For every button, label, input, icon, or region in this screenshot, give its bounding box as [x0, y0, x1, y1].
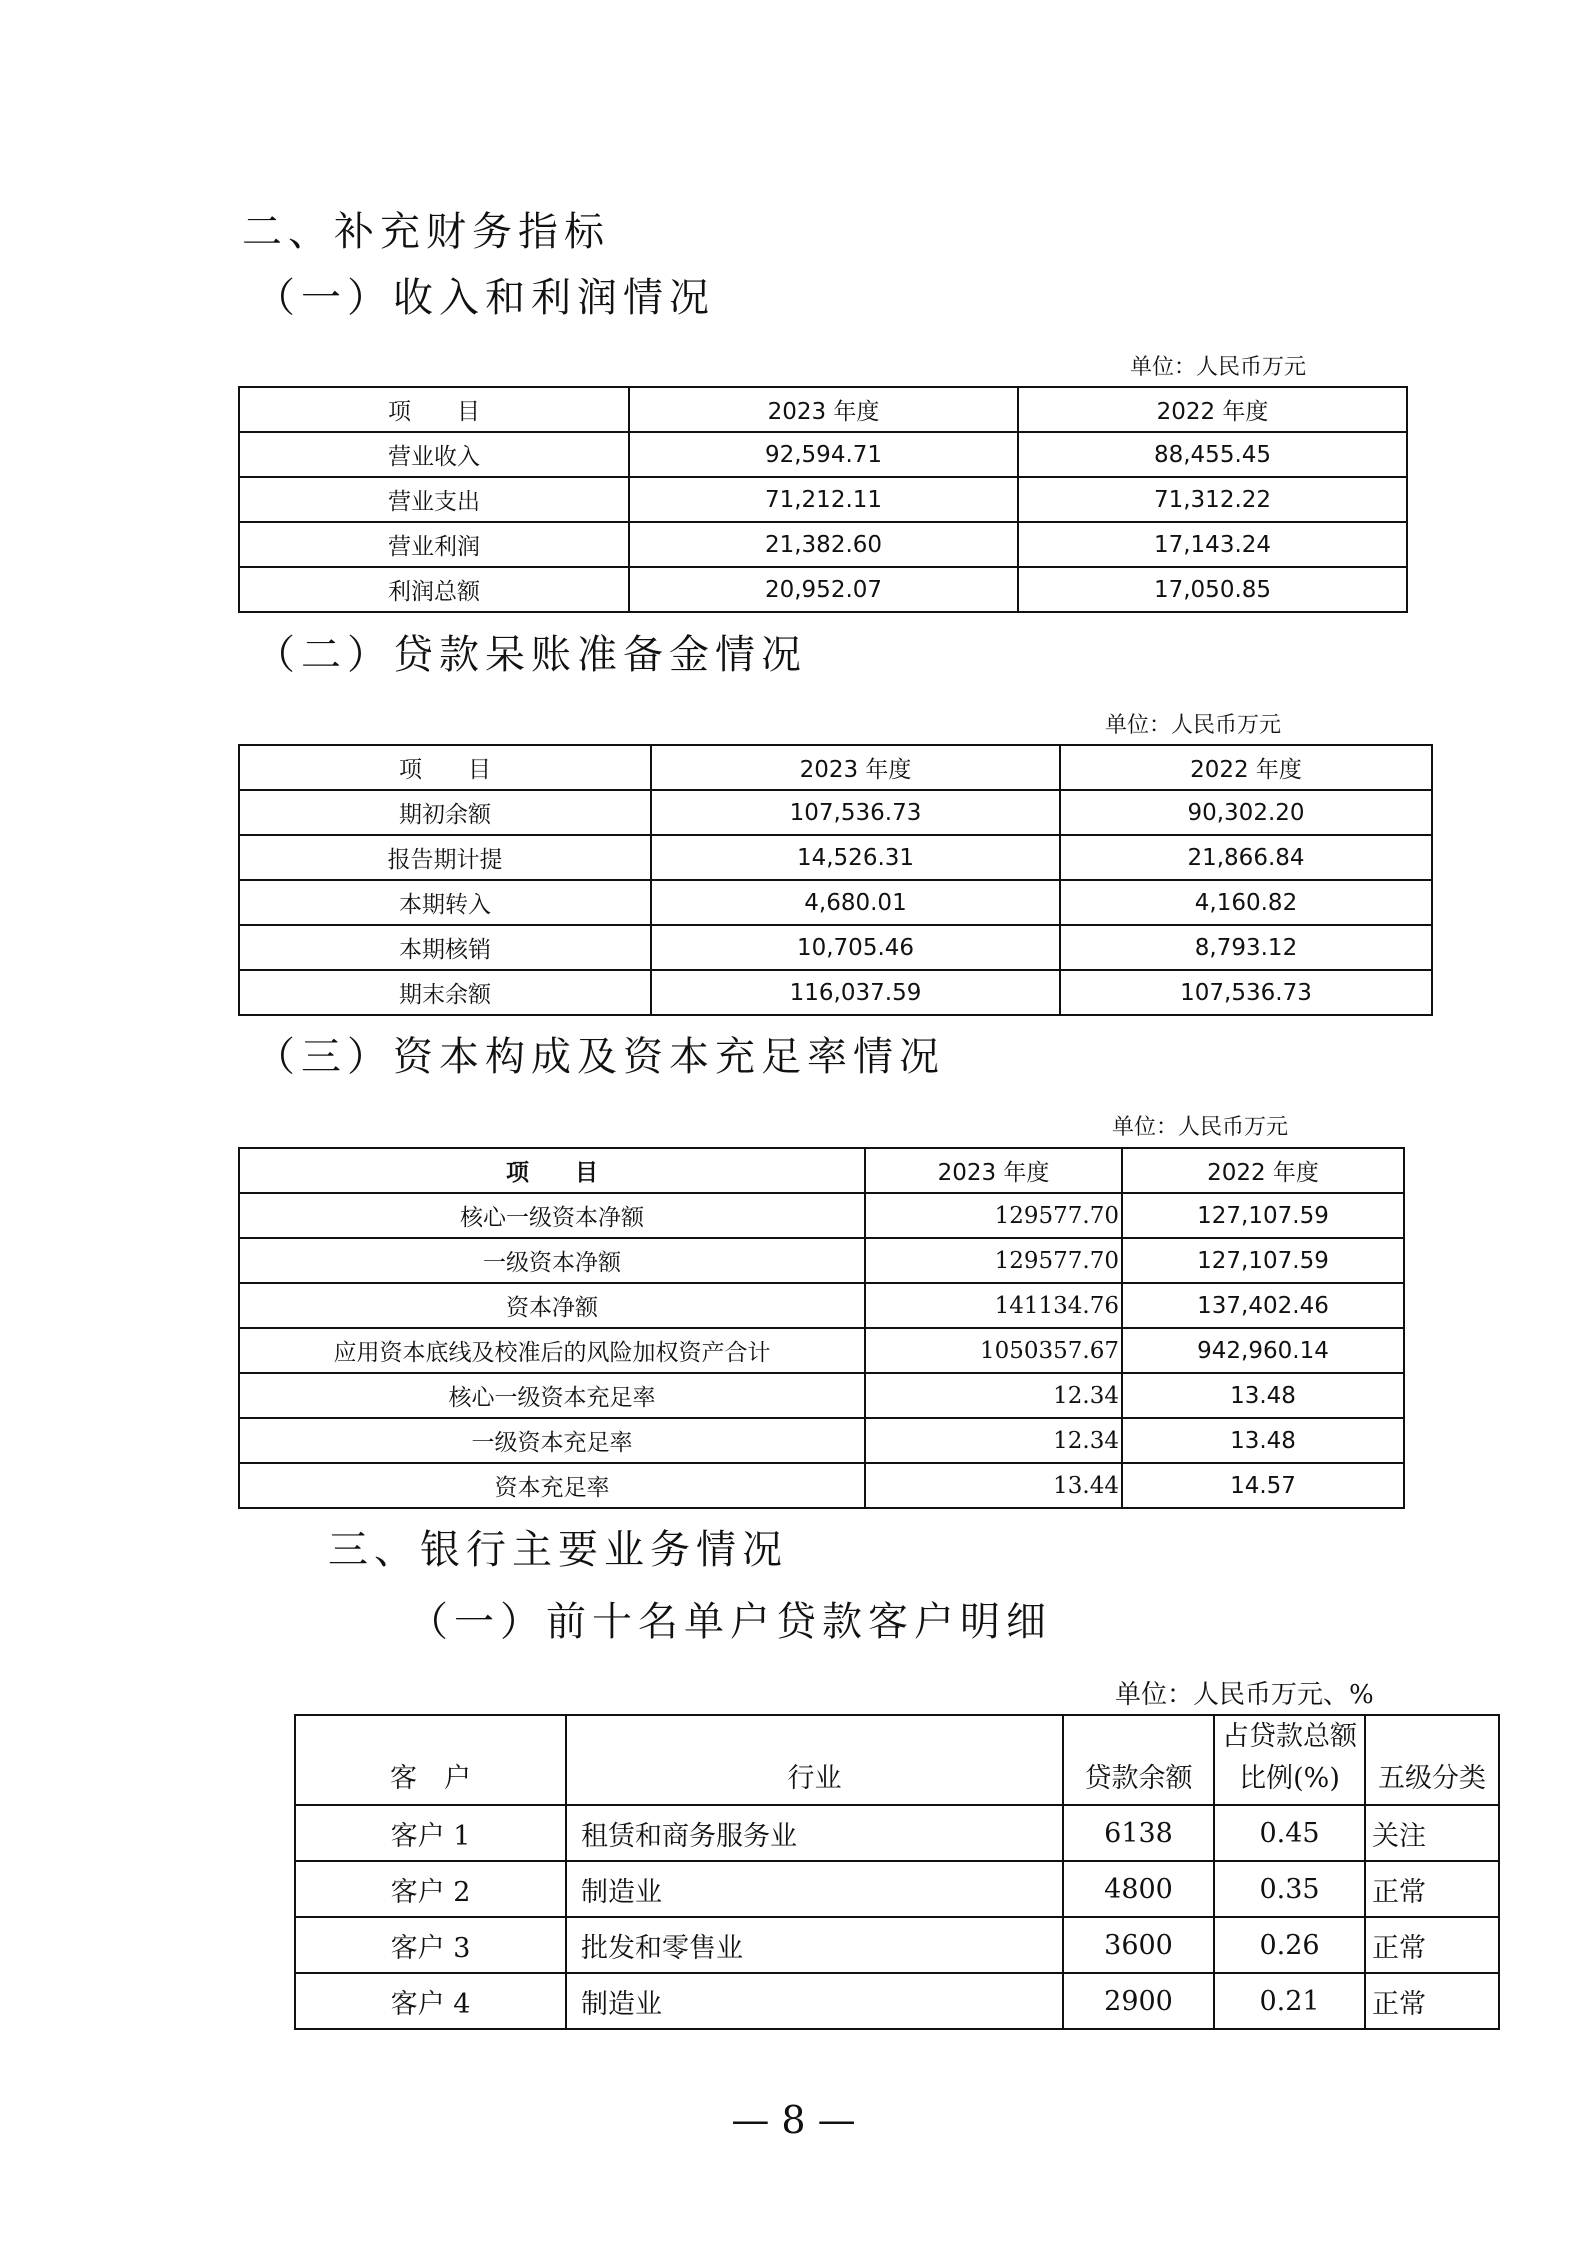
loan-ratio: 0.35 [1214, 1861, 1365, 1917]
header-industry: 行业 [566, 1715, 1063, 1805]
value-2023: 92,594.71 [629, 432, 1018, 477]
industry: 制造业 [566, 1861, 1063, 1917]
header-classification: 五级分类 [1365, 1715, 1499, 1805]
loan-balance: 2900 [1063, 1973, 1214, 2029]
table-header-row [239, 745, 1432, 790]
capital-unit: 单位：人民币万元 [1112, 1115, 1289, 1140]
value-2022: 71,312.22 [1018, 477, 1407, 522]
loan-balance: 4800 [1063, 1861, 1214, 1917]
value-2022: 942,960.14 [1122, 1328, 1404, 1373]
value-2023: 12.34 [865, 1418, 1122, 1463]
table-row [239, 835, 1432, 880]
value-2023: 14,526.31 [651, 835, 1060, 880]
provision-heading: （二）贷款呆账准备金情况 [255, 632, 807, 678]
provision-unit: 单位：人民币万元 [1105, 713, 1282, 738]
classification: 正常 [1365, 1973, 1499, 2029]
row-label: 营业利润 [239, 522, 629, 567]
value-2022: 107,536.73 [1060, 970, 1432, 1015]
header-balance: 贷款余额 [1063, 1715, 1214, 1805]
value-2023: 20,952.07 [629, 567, 1018, 612]
row-label: 一级资本充足率 [239, 1418, 865, 1463]
classification: 正常 [1365, 1917, 1499, 1973]
table-row [239, 970, 1432, 1015]
industry: 制造业 [566, 1973, 1063, 2029]
industry: 租赁和商务服务业 [566, 1805, 1063, 1861]
table-row [295, 1805, 1499, 1861]
value-2023: 71,212.11 [629, 477, 1018, 522]
value-2022: 21,866.84 [1060, 835, 1432, 880]
table-row [239, 477, 1407, 522]
header-customer: 客 户 [295, 1715, 566, 1805]
value-2023: 10,705.46 [651, 925, 1060, 970]
value-2022: 13.48 [1122, 1373, 1404, 1418]
table-row [239, 1193, 1404, 1238]
table-row [239, 1373, 1404, 1418]
table-header-row [239, 1148, 1404, 1193]
row-label: 营业收入 [239, 432, 629, 477]
header-2023: 2023 年度 [629, 387, 1018, 432]
top-customers-table [294, 1714, 1500, 2030]
row-label: 核心一级资本净额 [239, 1193, 865, 1238]
table-row [239, 790, 1432, 835]
row-label: 资本净额 [239, 1283, 865, 1328]
table-row [239, 880, 1432, 925]
income-table [238, 386, 1408, 613]
header-2023: 2023 年度 [865, 1148, 1122, 1193]
industry: 批发和零售业 [566, 1917, 1063, 1973]
header-2022: 2022 年度 [1018, 387, 1407, 432]
loan-ratio: 0.26 [1214, 1917, 1365, 1973]
table-row [239, 925, 1432, 970]
header-ratio: 占贷款总额比例(%) [1214, 1715, 1365, 1805]
value-2022: 127,107.59 [1122, 1193, 1404, 1238]
customer-name: 客户 4 [295, 1973, 566, 2029]
table-row [239, 522, 1407, 567]
value-2023: 12.34 [865, 1373, 1122, 1418]
capital-heading: （三）资本构成及资本充足率情况 [255, 1034, 945, 1080]
header-item: 项 目 [239, 387, 629, 432]
table-row [239, 1328, 1404, 1373]
value-2022: 137,402.46 [1122, 1283, 1404, 1328]
header-item: 项 目 [239, 745, 651, 790]
table-row [239, 567, 1407, 612]
value-2022: 17,143.24 [1018, 522, 1407, 567]
header-2022: 2022 年度 [1122, 1148, 1404, 1193]
value-2022: 127,107.59 [1122, 1238, 1404, 1283]
value-2022: 88,455.45 [1018, 432, 1407, 477]
table-row [295, 1861, 1499, 1917]
value-2022: 90,302.20 [1060, 790, 1432, 835]
value-2023: 13.44 [865, 1463, 1122, 1508]
header-item: 项 目 [239, 1148, 865, 1193]
row-label: 营业支出 [239, 477, 629, 522]
row-label: 利润总额 [239, 567, 629, 612]
customer-name: 客户 3 [295, 1917, 566, 1973]
table-row [239, 1463, 1404, 1508]
row-label: 应用资本底线及校准后的风险加权资产合计 [239, 1328, 865, 1373]
table-row [239, 432, 1407, 477]
row-label: 期初余额 [239, 790, 651, 835]
value-2022: 8,793.12 [1060, 925, 1432, 970]
value-2023: 1050357.67 [865, 1328, 1122, 1373]
row-label: 本期转入 [239, 880, 651, 925]
value-2023: 21,382.60 [629, 522, 1018, 567]
table-header-row [295, 1715, 1499, 1805]
value-2023: 141134.76 [865, 1283, 1122, 1328]
table-row [239, 1283, 1404, 1328]
table-header-row [239, 387, 1407, 432]
page-number: — 8 — [731, 2098, 856, 2142]
classification: 关注 [1365, 1805, 1499, 1861]
income-unit: 单位：人民币万元 [1130, 355, 1307, 380]
top10-heading: （一）前十名单户贷款客户明细 [408, 1599, 1052, 1645]
value-2022: 17,050.85 [1018, 567, 1407, 612]
value-2023: 129577.70 [865, 1193, 1122, 1238]
row-label: 核心一级资本充足率 [239, 1373, 865, 1418]
value-2023: 116,037.59 [651, 970, 1060, 1015]
customer-name: 客户 2 [295, 1861, 566, 1917]
value-2022: 14.57 [1122, 1463, 1404, 1508]
customer-name: 客户 1 [295, 1805, 566, 1861]
loan-balance: 3600 [1063, 1917, 1214, 1973]
section-heading-business: 三、银行主要业务情况 [328, 1527, 788, 1573]
value-2023: 129577.70 [865, 1238, 1122, 1283]
table-row [295, 1973, 1499, 2029]
row-label: 期末余额 [239, 970, 651, 1015]
row-label: 报告期计提 [239, 835, 651, 880]
value-2023: 4,680.01 [651, 880, 1060, 925]
row-label: 资本充足率 [239, 1463, 865, 1508]
table-row [239, 1418, 1404, 1463]
value-2022: 4,160.82 [1060, 880, 1432, 925]
value-2022: 13.48 [1122, 1418, 1404, 1463]
loan-balance: 6138 [1063, 1805, 1214, 1861]
top10-unit: 单位：人民币万元、% [1115, 1680, 1374, 1710]
table-row [239, 1238, 1404, 1283]
row-label: 本期核销 [239, 925, 651, 970]
row-label: 一级资本净额 [239, 1238, 865, 1283]
provision-table [238, 744, 1433, 1016]
loan-ratio: 0.45 [1214, 1805, 1365, 1861]
table-row [295, 1917, 1499, 1973]
header-2022: 2022 年度 [1060, 745, 1432, 790]
capital-table [238, 1147, 1405, 1509]
income-heading: （一）收入和利润情况 [255, 275, 715, 321]
section-heading-supplementary: 二、补充财务指标 [242, 209, 610, 255]
header-2023: 2023 年度 [651, 745, 1060, 790]
value-2023: 107,536.73 [651, 790, 1060, 835]
classification: 正常 [1365, 1861, 1499, 1917]
loan-ratio: 0.21 [1214, 1973, 1365, 2029]
